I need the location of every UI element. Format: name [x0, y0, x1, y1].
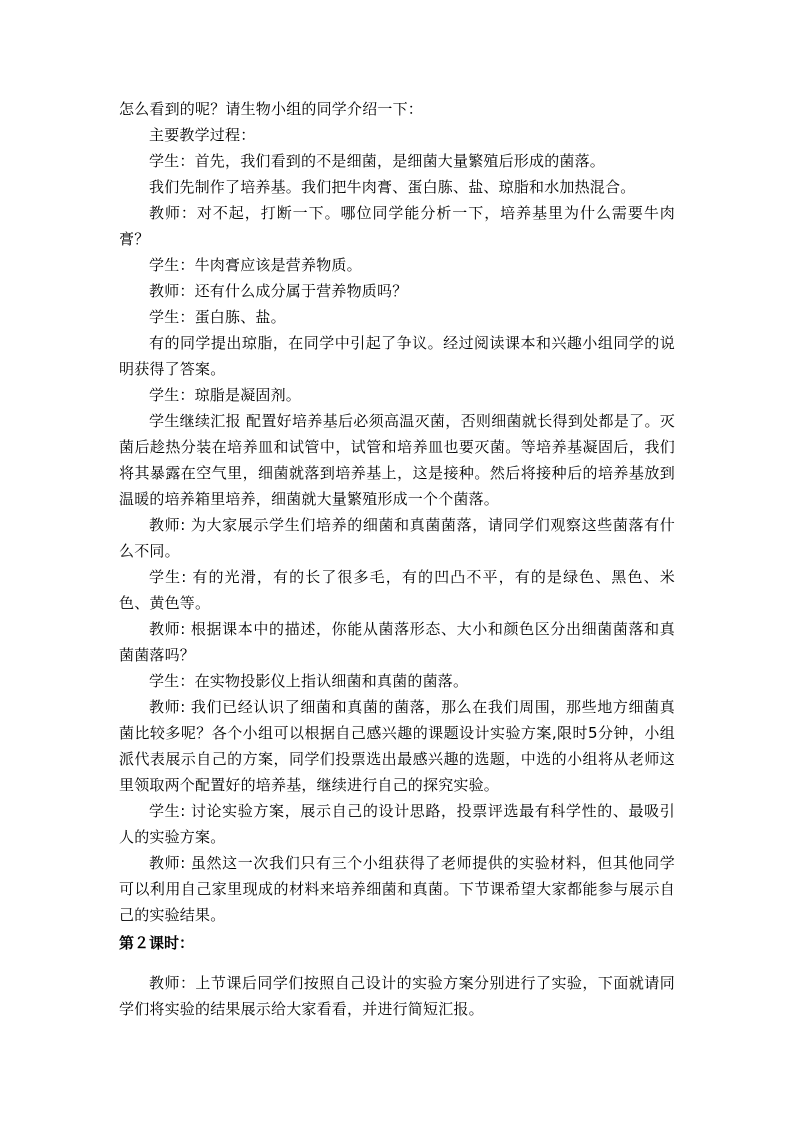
- section-heading: 第２课时：: [119, 934, 195, 952]
- paragraph: 教师: 虽然这一次我们只有三个小组获得了老师提供的实验材料，但其他同学可以利用自己家里现成的材料来培养细菌和真菌。下节课希望大家都能参与展示自己的实验结果。: [119, 854, 675, 924]
- document-body: [119, 96, 675, 1022]
- paragraph: 有的同学提出琼脂，在同学中引起了争议。经过阅读课本和兴趣小组同学的说明获得了答案。: [119, 334, 675, 378]
- paragraph: 学生继续汇报 配置好培养基后必须高温灭菌，否则细菌就长得到处都是了。灭菌后趁热分装在培养皿和试管中，试管和培养皿也要灭菌。等培养基凝固后，我们将其暴露在空气里，细菌就落到培养基上，这是接种。然后将接种后的培养基放到温暖的培养箱里培养，细菌就大量繁殖形成一个个菌落。: [119, 412, 675, 508]
- paragraph: 教师: 我们已经认识了细菌和真菌的菌落，那么在我们周围，那些地方细菌真菌比较多呢？各个小组可以根据自己感兴趣的课题设计实验方案,限时5分钟，小组派代表展示自己的方案，同学们投票选出最感兴趣的选题，中选的小组将从老师这里领取两个配置好的培养基，继续进行自己的探究实验。: [119, 698, 675, 794]
- paragraph: 学生：牛肉膏应该是营养物质。: [149, 256, 362, 274]
- paragraph: 学生：琼脂是凝固剂。: [149, 386, 302, 404]
- paragraph: 教师: 为大家展示学生们培养的细菌和真菌菌落，请同学们观察这些菌落有什么不同。: [119, 516, 675, 560]
- lesson-part-1: [119, 96, 675, 928]
- paragraph: 教师：对不起，打断一下。哪位同学能分析一下，培养基里为什么需要牛肉膏？: [119, 204, 675, 248]
- lesson-part-2: [119, 970, 675, 1022]
- paragraph: 学生: 有的光滑，有的长了很多毛，有的凹凸不平，有的是绿色、黑色、米色、黄色等。: [119, 568, 675, 612]
- paragraph: 主要教学过程：: [149, 126, 256, 144]
- paragraph: 教师：上节课后同学们按照自己设计的实验方案分别进行了实验，下面就请同学们将实验的结果展示给大家看看，并进行简短汇报。: [119, 974, 675, 1018]
- paragraph: 学生：首先，我们看到的不是细菌，是细菌大量繁殖后形成的菌落。: [149, 152, 606, 170]
- paragraph: 怎么看到的呢？请生物小组的同学介绍一下：: [119, 100, 424, 118]
- paragraph: 学生：蛋白胨、盐。: [149, 308, 286, 326]
- paragraph: 学生：在实物投影仪上指认细菌和真菌的菌落。: [149, 672, 469, 690]
- paragraph: 教师: 根据课本中的描述，你能从菌落形态、大小和颜色区分出细菌菌落和真菌菌落吗？: [119, 620, 675, 664]
- paragraph: 我们先制作了培养基。我们把牛肉膏、蛋白胨、盐、琼脂和水加热混合。: [149, 178, 636, 196]
- paragraph: 学生: 讨论实验方案，展示自己的设计思路，投票评选最有科学性的、最吸引人的实验方案。: [119, 802, 675, 846]
- paragraph: 教师：还有什么成分属于营养物质吗？: [149, 282, 408, 300]
